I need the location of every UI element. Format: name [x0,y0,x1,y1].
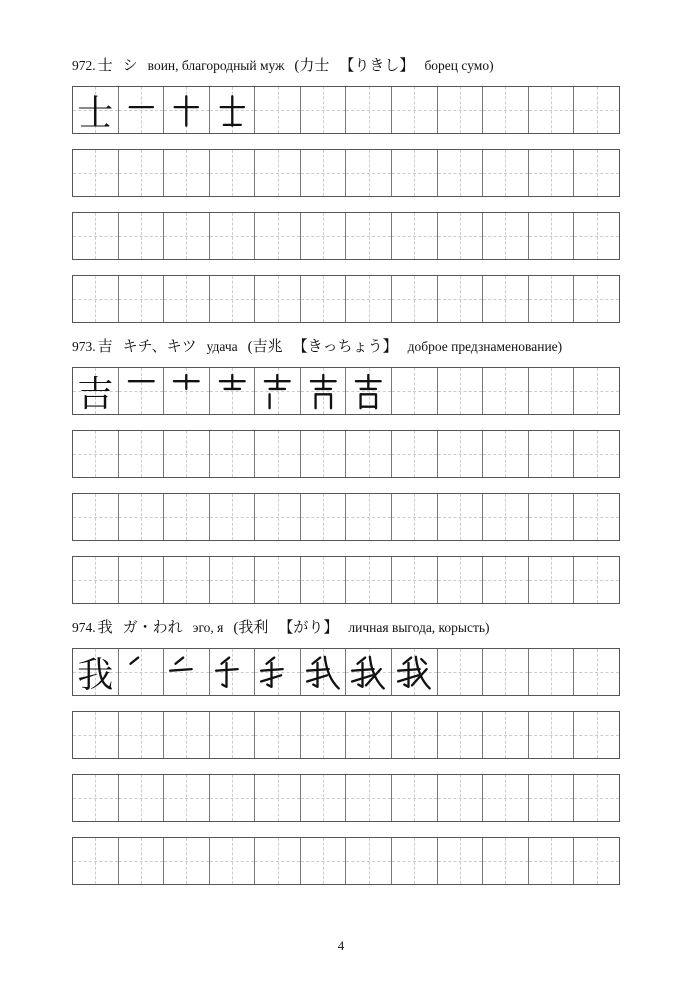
practice-row [72,837,620,885]
practice-cell [210,276,256,322]
stroke-stage-cell [255,368,301,414]
practice-cell [119,712,165,758]
practice-cell [255,712,301,758]
practice-cell [574,775,619,821]
practice-cell [301,494,347,540]
stroke-stage-6 [349,371,388,413]
model-kanji-cell [73,87,119,133]
stroke [358,658,366,664]
example-word: (力士 [294,58,330,74]
entry-meaning: воин, благородный муж [147,58,285,73]
practice-cell [73,276,119,322]
practice-cell [574,557,619,603]
stroke-stage-5 [304,652,343,694]
practice-cell [301,150,347,196]
practice-row [72,493,620,541]
stroke-stage-3 [213,90,252,132]
stroke-stage-1 [122,371,161,413]
practice-cell [574,368,619,414]
stroke-stage-2 [167,371,206,413]
practice-cell [392,838,438,884]
practice-cell [210,838,256,884]
practice-cell [438,712,484,758]
stroke-stage-cell [164,368,210,414]
stroke-stage-cell [210,649,256,695]
practice-cell [255,838,301,884]
model-kanji-cell [73,649,119,695]
practice-cell [574,649,619,695]
example-reading: 【きっちょう】 [292,339,398,355]
practice-cell [529,368,575,414]
entry-reading: ガ・われ [122,620,183,636]
practice-cell [574,150,619,196]
stroke-stage-cell [164,649,210,695]
practice-cell [164,431,210,477]
practice-cell [483,649,529,695]
stroke-stage-5 [304,371,343,413]
practice-row [72,212,620,260]
practice-cell [119,431,165,477]
model-kanji-cell [73,368,119,414]
entry-kanji: 士 [97,58,113,74]
practice-cell [438,150,484,196]
example-meaning: борец сумо) [424,58,494,73]
example-word: (我利 [233,620,269,636]
practice-cell [164,775,210,821]
practice-cell [301,712,347,758]
practice-cell [438,431,484,477]
example-meaning: доброе предзнаменование) [407,339,563,354]
practice-cell [392,276,438,322]
stroke-stage-1 [122,90,161,132]
practice-cell [119,557,165,603]
stroke-order-row [72,367,620,415]
entry-reading: シ [122,58,138,74]
practice-cell [255,87,301,133]
stroke-stage-cell [119,368,165,414]
practice-cell [255,150,301,196]
entry-heading [72,335,572,356]
stroke-stage-4 [258,652,297,694]
practice-cell [574,276,619,322]
stroke [315,394,330,408]
practice-row [72,711,620,759]
practice-cell [255,775,301,821]
practice-cell [483,368,529,414]
practice-cell [438,775,484,821]
practice-cell [346,838,392,884]
stroke-stage-cell [255,649,301,695]
entry-kanji: 我 [97,620,113,636]
stroke-stage-6 [349,652,388,694]
practice-cell [164,712,210,758]
practice-cell [483,494,529,540]
stroke [421,659,426,664]
stroke-stage-cell [346,368,392,414]
practice-cell [255,213,301,259]
stroke [359,663,363,687]
practice-cell [346,87,392,133]
practice-cell [164,838,210,884]
practice-cell [301,431,347,477]
practice-row [72,430,620,478]
practice-cell [73,775,119,821]
practice-cell [346,775,392,821]
stroke-stage-cell [119,87,165,133]
practice-cell [529,494,575,540]
practice-cell [529,431,575,477]
stroke-stage-4 [258,371,297,413]
practice-cell [483,557,529,603]
stroke [404,658,412,664]
practice-cell [73,213,119,259]
stroke-stage-1 [122,652,161,694]
practice-cell [392,87,438,133]
entry-heading [72,616,500,637]
practice-cell [73,838,119,884]
practice-cell [210,213,256,259]
model-kanji: 我 [77,654,114,696]
practice-cell [438,649,484,695]
practice-cell [574,213,619,259]
practice-cell [301,276,347,322]
practice-cell [574,838,619,884]
practice-cell [255,557,301,603]
practice-cell [346,276,392,322]
practice-cell [301,838,347,884]
stroke [404,663,408,687]
practice-cell [119,494,165,540]
stroke-order-row [72,648,620,696]
practice-cell [529,87,575,133]
practice-cell [73,557,119,603]
practice-cell [346,213,392,259]
stroke [313,663,317,687]
practice-cell [438,276,484,322]
page-number: 4 [337,938,345,953]
stroke-stage-cell [301,368,347,414]
practice-cell [301,557,347,603]
practice-cell [255,276,301,322]
practice-cell [529,276,575,322]
stroke-stage-cell [119,649,165,695]
practice-cell [392,494,438,540]
practice-row [72,149,620,197]
stroke-order-row [72,86,620,134]
model-kanji: 士 [77,92,114,134]
practice-cell [119,150,165,196]
practice-cell [529,649,575,695]
practice-cell [210,150,256,196]
practice-cell [346,494,392,540]
practice-cell [438,838,484,884]
practice-cell [574,712,619,758]
model-kanji: 吉 [77,373,114,415]
practice-cell [574,87,619,133]
stroke-stage-cell [346,649,392,695]
practice-cell [574,494,619,540]
practice-row [72,556,620,604]
practice-cell [483,276,529,322]
practice-cell [301,87,347,133]
stroke [268,663,272,687]
practice-cell [529,775,575,821]
practice-cell [438,494,484,540]
practice-cell [438,557,484,603]
practice-cell [529,557,575,603]
example-word: (吉兆 [247,339,283,355]
practice-cell [392,150,438,196]
stroke [267,658,275,664]
stroke-stage-cell [301,649,347,695]
practice-cell [119,276,165,322]
practice-cell [255,494,301,540]
practice-cell [392,712,438,758]
practice-cell [346,557,392,603]
practice-cell [164,276,210,322]
practice-cell [164,213,210,259]
practice-cell [119,775,165,821]
entry-number: 972. [72,58,96,73]
practice-cell [255,431,301,477]
practice-row [72,774,620,822]
stroke [170,669,192,671]
practice-cell [438,368,484,414]
stroke [325,657,339,689]
stroke-stage-cell [210,368,256,414]
practice-cell [210,775,256,821]
stroke-stage-2 [167,652,206,694]
practice-cell [346,150,392,196]
stroke-stage-cell [392,649,438,695]
practice-cell [483,712,529,758]
practice-cell [438,213,484,259]
practice-cell [164,557,210,603]
example-reading: 【りきし】 [339,58,415,74]
entry-number: 974. [72,620,96,635]
stroke [312,658,320,664]
stroke-stage-3 [213,652,252,694]
stroke [221,658,229,664]
practice-cell [392,368,438,414]
stroke [130,658,138,664]
practice-cell [301,775,347,821]
practice-cell [164,494,210,540]
practice-cell [392,557,438,603]
practice-cell [483,213,529,259]
practice-cell [210,712,256,758]
practice-cell [73,494,119,540]
practice-cell [210,557,256,603]
practice-cell [574,431,619,477]
practice-cell [483,87,529,133]
practice-cell [392,213,438,259]
entry-kanji: 吉 [97,339,113,355]
practice-cell [483,431,529,477]
entry-meaning: эго, я [192,620,224,635]
entry-reading: キチ、キツ [122,339,197,355]
practice-cell [392,431,438,477]
practice-cell [346,431,392,477]
practice-cell [73,150,119,196]
entry-number: 973. [72,339,96,354]
practice-cell [210,431,256,477]
practice-cell [210,494,256,540]
practice-cell [119,838,165,884]
entry-meaning: удача [206,339,238,354]
stroke-stage-cell [210,87,256,133]
practice-cell [483,775,529,821]
stroke [222,663,226,687]
practice-cell [392,775,438,821]
entry-heading [72,54,504,75]
stroke-stage-cell [164,87,210,133]
practice-cell [73,431,119,477]
practice-cell [119,213,165,259]
stroke-stage-3 [213,371,252,413]
practice-cell [529,150,575,196]
practice-row [72,275,620,323]
practice-cell [483,838,529,884]
practice-cell [483,150,529,196]
practice-cell [529,838,575,884]
practice-cell [73,712,119,758]
stroke-stage-2 [167,90,206,132]
practice-cell [438,87,484,133]
stroke-stage-7 [395,652,434,694]
practice-cell [301,213,347,259]
practice-cell [346,712,392,758]
practice-cell [529,712,575,758]
example-meaning: личная выгода, корысть) [348,620,490,635]
practice-cell [164,150,210,196]
stroke [176,658,184,664]
practice-cell [529,213,575,259]
example-reading: 【がり】 [278,620,339,636]
